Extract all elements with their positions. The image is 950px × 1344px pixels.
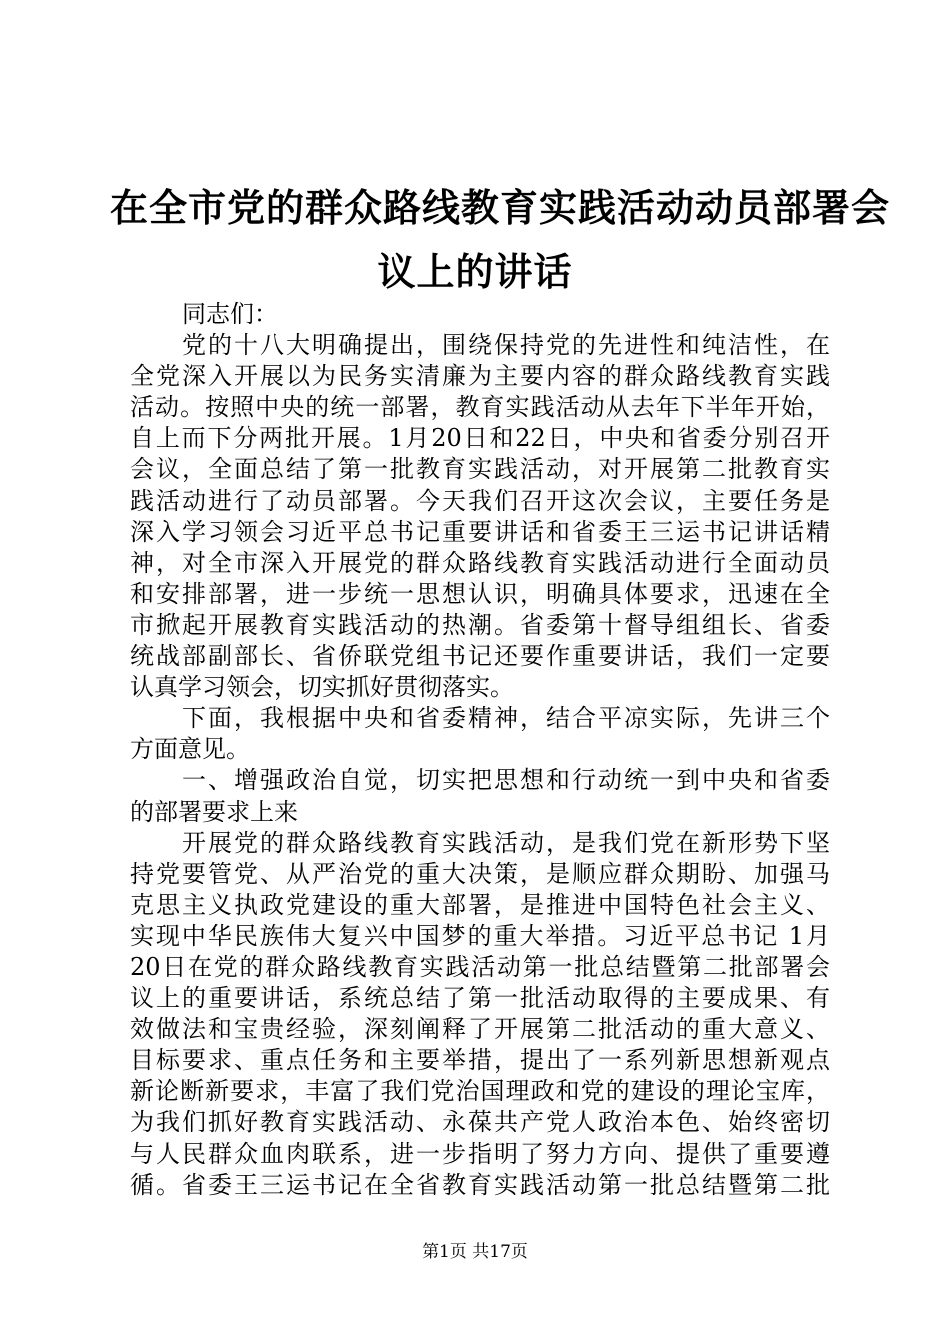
body-line: 与人民群众血肉联系，进一步指明了努力方向、提供了重要遵 [130,1139,830,1168]
salutation: 同志们： [182,300,278,328]
body-line: 20日在党的群众路线教育实践活动第一批总结暨第二批部署会 [130,952,830,981]
body-line: 会议，全面总结了第一批教育实践活动，对开展第二批教育实 [130,455,830,484]
body-line: 持党要管党、从严治党的重大决策，是顺应群众期盼、加强马 [130,859,830,888]
body-line: 统战部副部长、省侨联党组书记还要作重要讲话，我们一定要 [130,642,830,671]
body-line: 新论断新要求，丰富了我们党治国理政和党的建设的理论宝库， [130,1077,830,1106]
section-heading-line: 的部署要求上来 [130,797,298,826]
body-line: 下面，我根据中央和省委精神，结合平凉实际，先讲三个 [182,704,830,733]
body-line: 和安排部署，进一步统一思想认识，明确具体要求，迅速在全 [130,579,830,608]
body-line: 开展党的群众路线教育实践活动，是我们党在新形势下坚 [182,828,830,857]
body-line: 目标要求、重点任务和主要举措，提出了一系列新思想新观点 [130,1046,830,1075]
body-line: 党的十八大明确提出，围绕保持党的先进性和纯洁性，在 [182,331,830,360]
body-line: 克思主义执政党建设的重大部署，是推进中国特色社会主义、 [130,890,830,919]
body-line: 神，对全市深入开展党的群众路线教育实践活动进行全面动员 [130,548,830,577]
section-heading-line: 一、增强政治自觉，切实把思想和行动统一到中央和省委 [182,766,830,795]
body-line: 循。省委王三运书记在全省教育实践活动第一批总结暨第二批 [130,1170,830,1199]
document-title-line-2: 议上的讲话 [377,250,573,294]
body-line: 实现中华民族伟大复兴中国梦的重大举措。习近平总书记 1月 [130,921,830,950]
body-line: 践活动进行了动员部署。今天我们召开这次会议，主要任务是 [130,486,830,515]
body-line: 市掀起开展教育实践活动的热潮。省委第十督导组组长、省委 [130,610,830,639]
body-line: 自上而下分两批开展。1月20日和22日，中央和省委分别召开 [130,424,830,453]
document-body [130,299,830,1201]
body-line: 深入学习领会习近平总书记重要讲话和省委王三运书记讲话精 [130,517,830,546]
body-line: 活动。按照中央的统一部署，教育实践活动从去年下半年开始， [130,393,830,422]
body-line: 方面意见。 [130,735,250,764]
body-line: 为我们抓好教育实践活动、永葆共产党人政治本色、始终密切 [130,1108,830,1137]
body-line: 效做法和宝贵经验，深刻阐释了开展第二批活动的重大意义、 [130,1015,830,1044]
document-title-line-1: 在全市党的群众路线教育实践活动动员部署会 [110,186,891,230]
body-line: 认真学习领会，切实抓好贯彻落实。 [130,673,514,702]
body-line: 议上的重要讲话，系统总结了第一批活动取得的主要成果、有 [130,984,830,1013]
body-line: 全党深入开展以为民务实清廉为主要内容的群众路线教育实践 [130,362,830,391]
page-number-footer: 第1页 共17页 [422,1242,528,1262]
